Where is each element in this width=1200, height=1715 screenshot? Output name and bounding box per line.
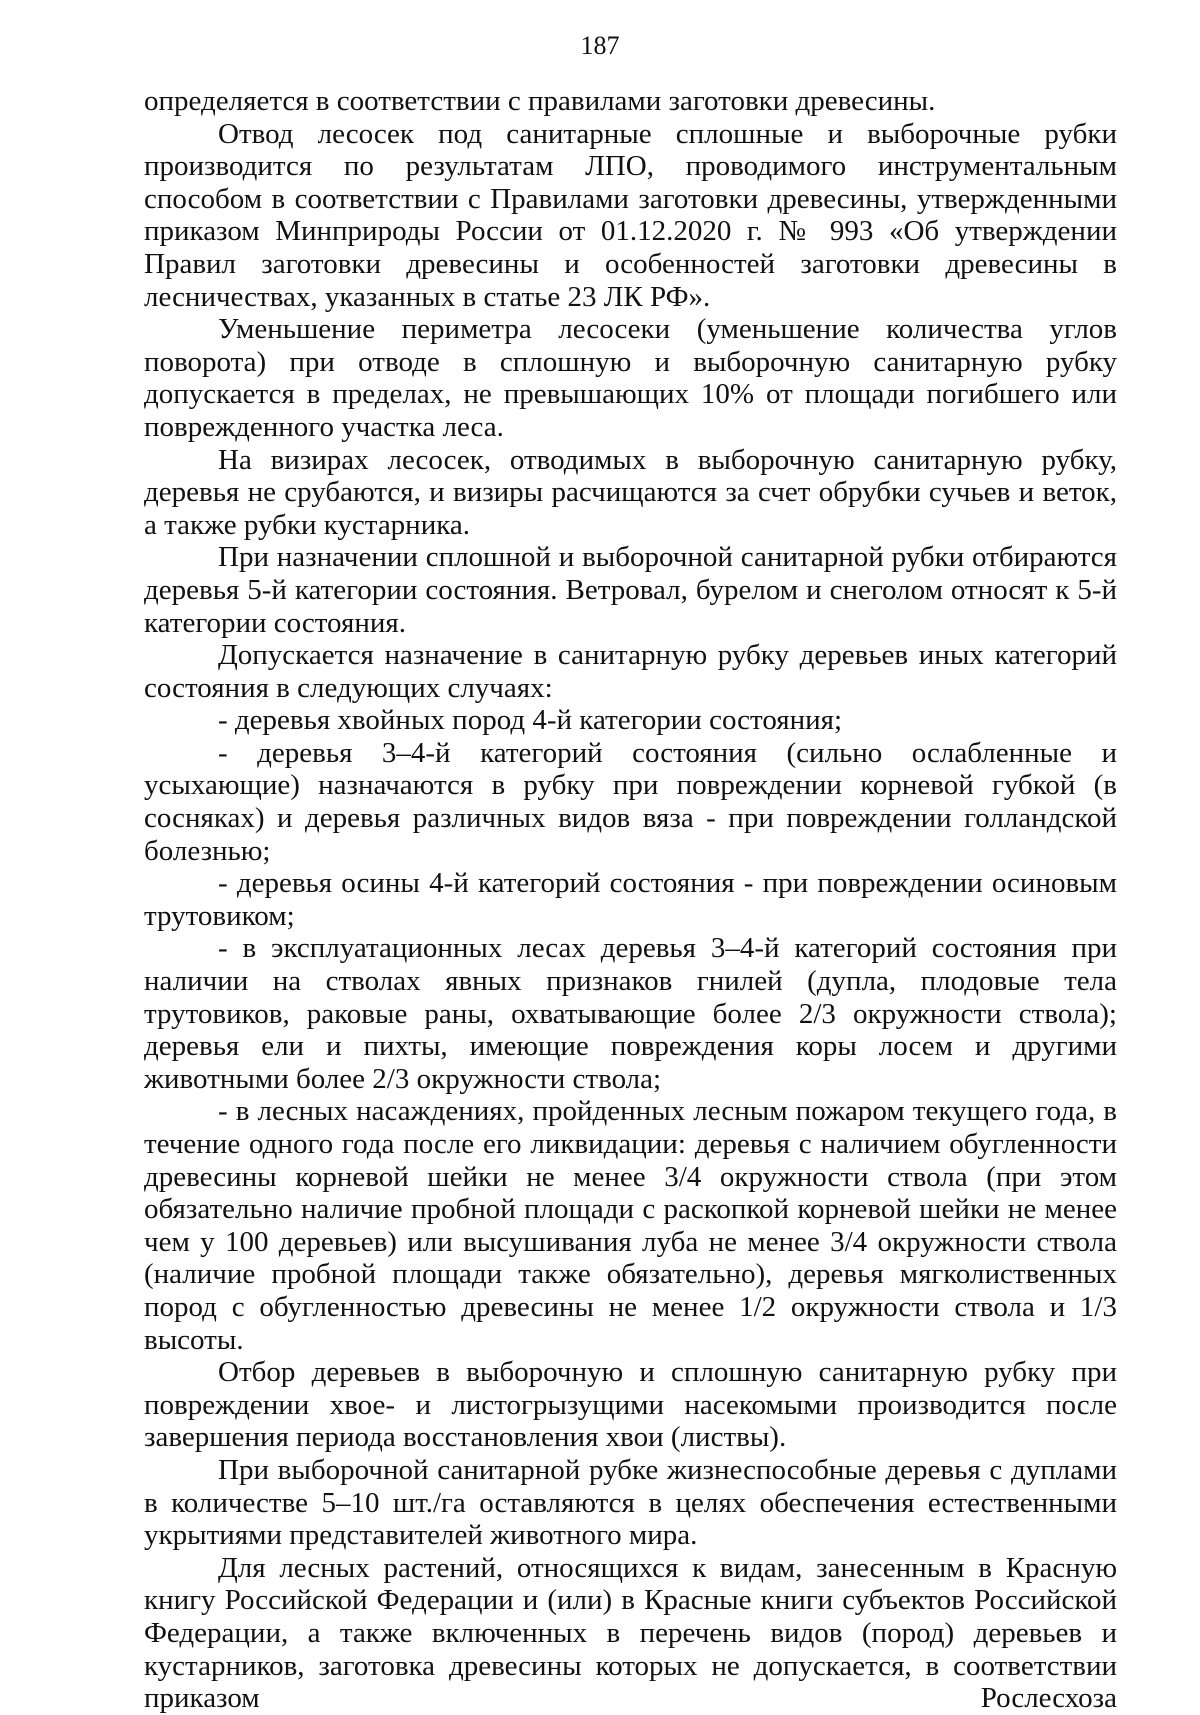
list-item-conifers: - деревья хвойных пород 4-й категории состояния; [218,704,843,737]
list-item-fire-damage: - в лесных насаждениях, пройденных лесным пожаром текущего года, в течение одного года после его ликвидации: деревья с наличием обугленности древесины корневой шейки не менее 3/4 окружности ствола (при этом обязательно наличие пробной площади с раскопкой корневой шейки не менее чем у 100 деревьев) или высушивания луба не менее 3/4 окружности ствола (наличие пробной площади также обязательно), деревья мягколиственных пород с обугленностью древесины не менее 1/2 окружности ствола и 1/3 высоты. [144,1095,1117,1356]
list-item-aspen: - деревья осины 4-й категорий состояния - при повреждении осиновым трутовиком; [144,867,1117,932]
paragraph-red-book: Для лесных растений, относящихся к видам, занесенным в Красную книгу Российской Федерации и (или) в Красные книги субъектов Российской Федерации, а также включенных в перечень видов (пород) деревьев и кустарников, заготовка древесины которых не допускается, в соответствии приказом Рослесхоза [144,1551,1117,1715]
paragraph-insect-damage: Отбор деревьев в выборочную и сплошную санитарную рубку при повреждении хвое- и листогрызущими насекомыми производится после завершения периода восстановления хвои (листвы). [144,1356,1117,1454]
paragraph-hollow-trees: При выборочной санитарной рубке жизнеспособные деревья с дуплами в количестве 5–10 шт./га оставляются в целях обеспечения естественными укрытиями представителей животного мира. [144,1453,1117,1552]
paragraph-continuation: определяется в соответствии с правилами заготовки древесины. [144,85,936,117]
list-item-root-fungus: - деревья 3–4-й категорий состояния (сильно ослабленные и усыхающие) назначаются в рубку при повреждении корневой губкой (в сосняках) и деревья различных видов вяза - при повреждении голландской болезнью; [144,736,1117,867]
paragraph-sighting-lines: На визирах лесосек, отводимых в выборочную санитарную рубку, деревья не срубаются, и визиры расчищаются за счет обрубки сучьев и веток, а также рубки кустарника. [144,443,1117,541]
paragraph-perimeter-reduction: Уменьшение периметра лесосеки (уменьшение количества углов поворота) при отводе в сплошную и выборочную санитарную рубку допускается в пределах, не превышающих 10% от площади погибшего или поврежденного участка леса. [144,313,1117,443]
page-number: 187 [580,31,620,60]
paragraph-other-categories: Допускается назначение в санитарную рубку деревьев иных категорий состояния в следующих случаях: [144,639,1117,704]
paragraph-allotment: Отвод лесосек под санитарные сплошные и выборочные рубки производится по результатам ЛПО, проводимого инструментальным способом в соответствии с Правилами заготовки древесины, утвержденными приказом Минприроды России от 01.12.2020 г. № 993 «Об утверждении Правил заготовки древесины и особенностей заготовки древесины в лесничествах, указанных в статье 23 ЛК РФ». [144,117,1117,313]
paragraph-tree-selection: При назначении сплошной и выборочной санитарной рубки отбираются деревья 5-й категории состояния. Ветровал, бурелом и снеголом относят к 5-й категории состояния. [144,541,1117,639]
list-item-exploitation-forests: - в эксплуатационных лесах деревья 3–4-й категорий состояния при наличии на стволах явных признаков гнилей (дупла, плодовые тела трутовиков, раковые раны, охватывающие более 2/3 окружности ствола); деревья ели и пихты, имеющие повреждения коры лосем и другими животными более 2/3 окружности ствола; [144,932,1117,1095]
document-body [144,85,1117,1715]
